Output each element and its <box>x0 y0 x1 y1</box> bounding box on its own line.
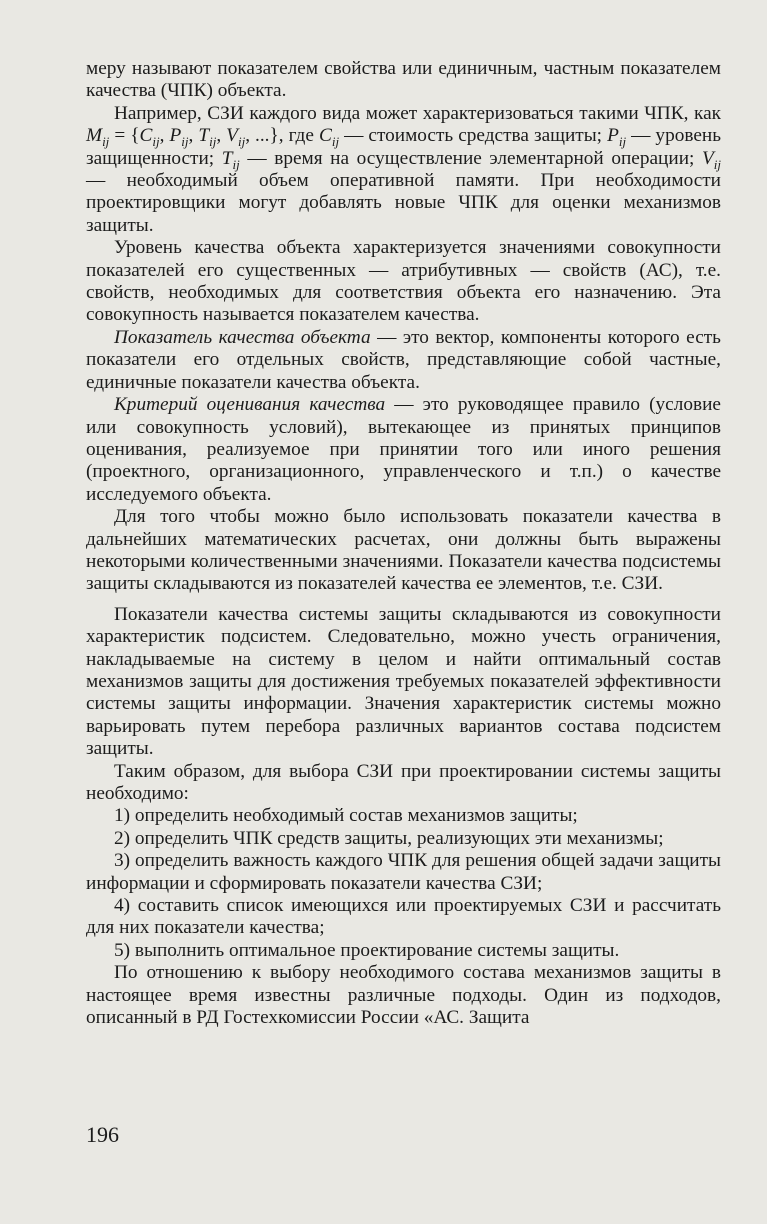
text-run: ij <box>181 134 189 150</box>
page-number: 196 <box>86 1122 119 1147</box>
text-run: ij <box>237 134 246 150</box>
text-run: , <box>159 125 170 147</box>
text-run: ij <box>152 134 160 150</box>
text-run: ij <box>713 156 721 172</box>
paragraph <box>86 761 721 806</box>
text-run: T <box>221 147 233 169</box>
text-run: — это вектор, компоненты которого есть показатели его отдельных свойств, представляющие собой частные, единичные показатели качества объекта. <box>86 326 721 393</box>
text-run: P <box>607 125 619 147</box>
paragraph <box>86 103 721 237</box>
text-run: — уровень защищенности; <box>86 125 722 169</box>
text-run: ij <box>232 156 240 172</box>
text-run: 2) определить ЧПК средств защиты, реализующих эти механизмы; <box>114 827 664 849</box>
paragraph <box>86 58 721 103</box>
text-run: 4) составить список имеющихся или проектируемых СЗИ и рассчитать для них показатели качества; <box>86 895 721 939</box>
text-run: 3) определить важность каждого ЧПК для решения общей задачи защиты информации и сформировать показатели качества СЗИ; <box>86 850 721 894</box>
text-run: 1) определить необходимый состав механизмов защиты; <box>114 805 578 827</box>
paragraph <box>86 237 721 327</box>
text-run: C <box>318 125 332 147</box>
text-run: M <box>86 125 103 147</box>
text-run: меру называют показателем свойства или единичным, частным показателем качества (ЧПК) объекта. <box>86 58 721 102</box>
text-run: — необходимый объем оперативной памяти. При необходимости проектировщики могут добавлять новые ЧПК для оценки механизмов защиты. <box>86 170 721 236</box>
text-run: V <box>701 147 714 169</box>
text-run: Показатели качества системы защиты складываются из совокупности характеристик подсистем. Следовательно, можно учесть ограничения, накладываемые на систему в целом и найти оптимальный состав механизмов защиты для достижения требуемых показателей эффективности системы защиты информации. Значения характеристик системы можно варьировать путем перебора различных вариантов состава подсистем защиты. <box>86 603 721 760</box>
text-run: — это руководящее правило (условие или совокупность условий), вытекающее из принятых принципов оценивания, реализуемое при принятии того или иного решения (проектного, организационного, управленческого и т.п.) о качестве исследуемого объекта. <box>86 394 721 505</box>
text-run: ij <box>209 134 217 150</box>
text-run: , <box>216 125 227 147</box>
text-run: , <box>188 125 199 147</box>
text-run: Критерий оценивания качества <box>114 394 386 416</box>
paragraph <box>86 327 721 394</box>
paragraph <box>86 850 721 895</box>
text-run: , ...}, где <box>245 125 319 147</box>
text-run: V <box>226 125 238 147</box>
text-run: = { <box>109 125 140 147</box>
text-run: Уровень качества объекта характеризуется значениями совокупности показателей его существенных — атрибутивных — свойств (АС), т.е. свойств, необходимых для соответствия объекта его назначению. Эта совокупность называется показателем качества. <box>86 237 721 326</box>
paragraph <box>86 828 721 850</box>
paragraph <box>86 394 721 506</box>
text-run: T <box>198 125 210 147</box>
text-run: Показатель качества объекта <box>114 326 371 348</box>
text-run: 5) выполнить оптимальное проектирование системы защиты. <box>114 939 620 961</box>
text-run: P <box>169 125 182 147</box>
body-text <box>86 58 721 1029</box>
text-run: По отношению к выбору необходимого состава механизмов защиты в настоящее время известны различные подходы. Один из подходов, описанный в РД Гостехкомиссии России «АС. Защита <box>86 962 721 1029</box>
paragraph <box>86 805 721 827</box>
text-run: Например, СЗИ каждого вида может характеризоваться такими ЧПК, как <box>114 102 721 124</box>
text-run: ij <box>102 134 110 150</box>
paragraph <box>86 604 721 761</box>
paragraph <box>86 506 721 596</box>
text-run: Для того чтобы можно было использовать показатели качества в дальнейших математических расчетах, они должны быть выражены некоторыми количественными значениями. Показатели качества подсистемы защиты складываются из показателей качества ее элементов, т.е. СЗИ. <box>86 506 721 595</box>
paragraph <box>86 940 721 962</box>
text-run: ij <box>618 134 627 150</box>
paragraph <box>86 895 721 940</box>
text-run: Таким образом, для выбора СЗИ при проектировании системы защиты необходимо: <box>86 760 721 804</box>
text-run: ij <box>331 134 340 150</box>
text-run: — стоимость средства защиты; <box>339 125 608 147</box>
paragraph-gap <box>86 596 721 604</box>
text-run: C <box>139 125 153 147</box>
paragraph <box>86 962 721 1029</box>
text-run: — время на осуществление элементарной операции; <box>239 147 702 169</box>
